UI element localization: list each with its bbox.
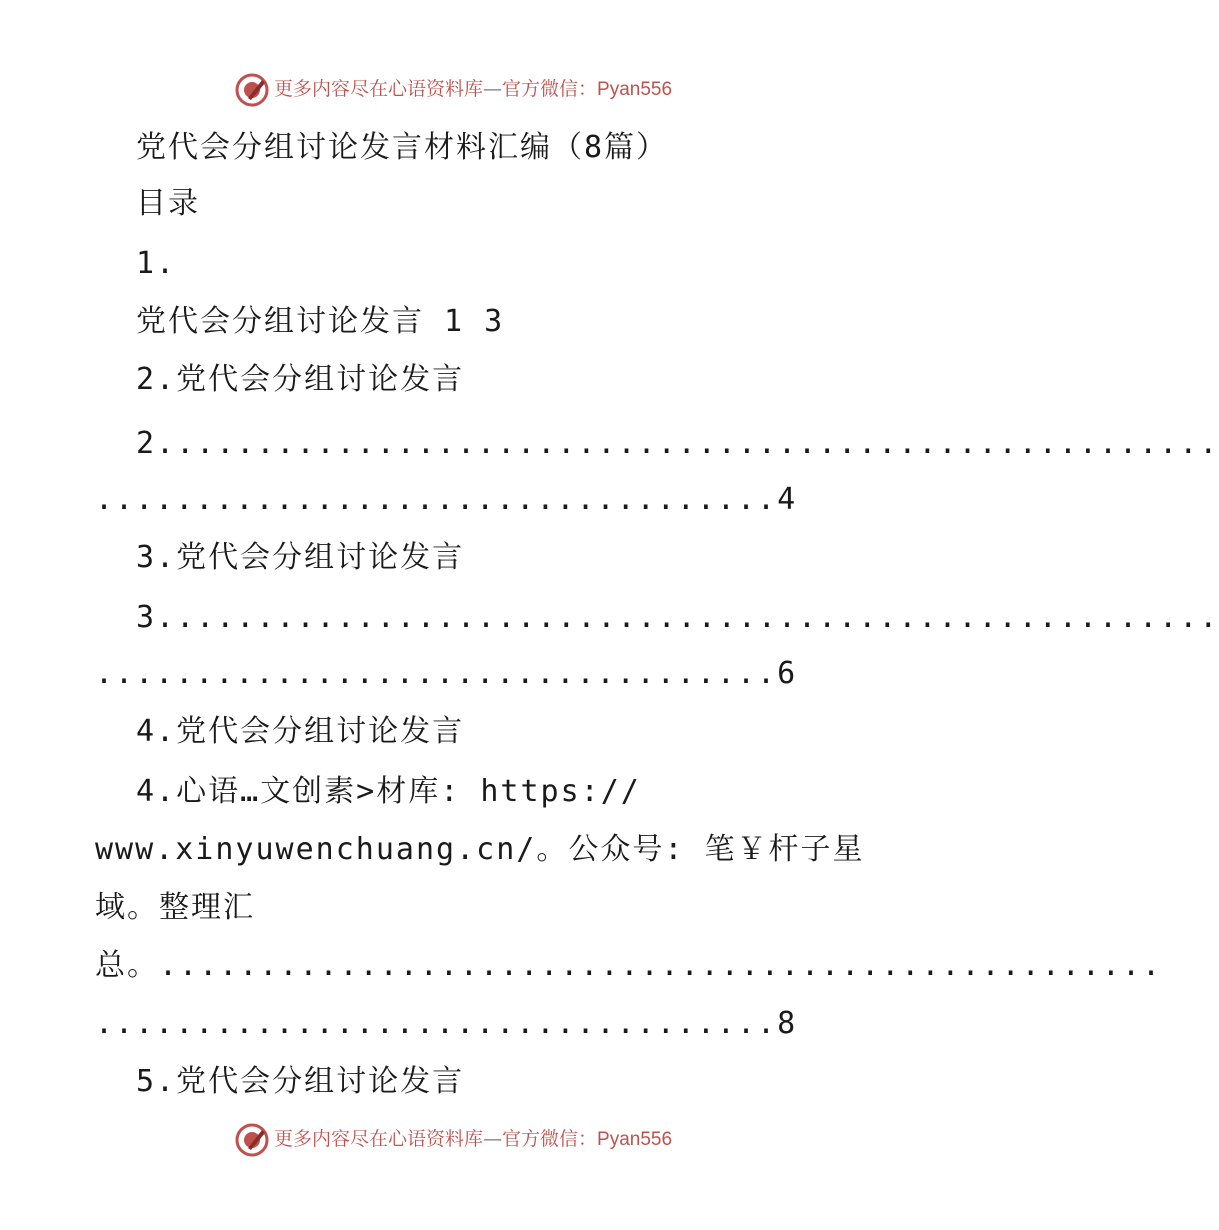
toc-item-4-leader [95, 946, 1163, 986]
toc-item-1: 党代会分组讨论发言 1 3 [136, 304, 505, 339]
toc-item-4-page-line [95, 1004, 797, 1044]
toc-item-3-page: 6 [777, 656, 798, 691]
brand-logo-icon [234, 1122, 270, 1158]
toc-item-4-title: 4.党代会分组讨论发言 [136, 714, 465, 749]
banner-text [274, 78, 672, 101]
toc-item-2-page-line [95, 480, 797, 520]
banner-dash: — [483, 78, 503, 100]
header-banner [0, 70, 950, 110]
banner-text [274, 1128, 672, 1151]
toc-item-1-number: 1. [136, 246, 177, 281]
toc-item-4-line-2: www.xinyuwenchuang.cn/。公众号: 笔￥杆子星 [95, 832, 865, 867]
banner-site-name: 更多内容尽在心语资料库 [274, 1128, 484, 1150]
toc-heading: 目录 [136, 186, 200, 221]
banner-wechat-id: Pyan556 [597, 1129, 673, 1150]
toc-leader-dots: .................................. [95, 1006, 778, 1041]
toc-leader-dots: .................................. [95, 656, 778, 691]
toc-item-2-leader [136, 424, 1219, 464]
brand-logo-icon [234, 72, 270, 108]
banner-wechat-label: 官方微信： [502, 78, 598, 100]
toc-item-4-lead: 总。 [95, 948, 159, 983]
toc-leader-dots: .................................................... [176, 426, 1219, 461]
footer-banner [0, 1120, 950, 1160]
toc-item-4-line-1: 4.心语…文创素>材库: https:// [136, 774, 641, 809]
toc-item-2-lead: 2. [136, 426, 177, 461]
toc-item-4-line-3: 域。整理汇 [95, 890, 255, 925]
banner-wechat-id: Pyan556 [597, 79, 673, 100]
toc-item-3-leader [136, 598, 1219, 638]
document-title: 党代会分组讨论发言材料汇编（8篇） [136, 130, 669, 165]
toc-leader-dots: .................................................... [176, 600, 1219, 635]
toc-item-2-page: 4 [777, 482, 798, 517]
banner-wechat-label: 官方微信： [502, 1128, 598, 1150]
toc-item-5-title: 5.党代会分组讨论发言 [136, 1064, 465, 1099]
toc-leader-dots: .................................. [95, 482, 778, 517]
toc-item-3-page-line [95, 654, 797, 694]
toc-item-3-title: 3.党代会分组讨论发言 [136, 540, 465, 575]
toc-item-3-lead: 3. [136, 600, 177, 635]
toc-leader-dots: .................................................. [159, 948, 1163, 983]
banner-site-name: 更多内容尽在心语资料库 [274, 78, 484, 100]
banner-dash: — [483, 1128, 503, 1150]
toc-item-2-title: 2.党代会分组讨论发言 [136, 362, 465, 397]
toc-item-4-page: 8 [777, 1006, 798, 1041]
